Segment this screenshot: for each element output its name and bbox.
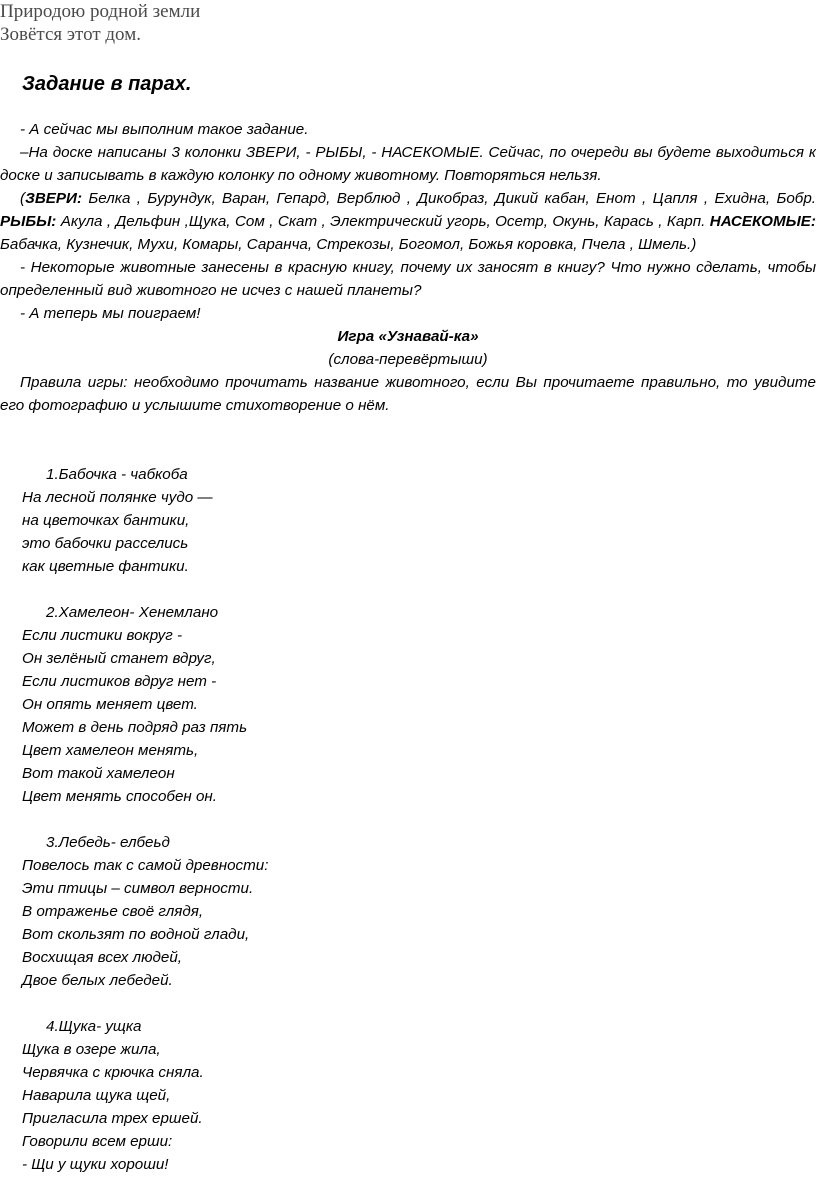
poem-title: 3.Лебедь- елбеьд [46,834,170,851]
top-verse [0,0,200,46]
poem-line: Он зелёный станет вдруг, [22,650,216,667]
game-rules: Правила игры: необходимо прочитать название животного, если Вы прочитаете правильно, то увидите его фотографию и услышите стихотворение о нём. [0,374,816,414]
poem-line: Он опять меняет цвет. [22,696,198,713]
poem-line: В отраженье своё глядя, [22,903,204,920]
zveri-label: ЗВЕРИ: [25,190,83,207]
poem-line: Червячка с крючка сняла. [22,1064,204,1081]
poem [22,463,816,578]
ryby-list: Акула , Дельфин ,Щука, Сом , Скат , Электрический угорь, Осетр, Окунь, Карась , Карп. [56,213,710,230]
poem-line: Щука в озере жила, [22,1041,161,1058]
poem-line: Вот такой хамелеон [22,765,175,782]
poem [22,1015,816,1176]
top-verse-line: Природою родной земли [0,1,201,22]
poem-line: Наварила щука щей, [22,1087,171,1104]
poem [22,831,816,992]
poem-line: Цвет хамелеон менять, [22,742,199,759]
red-book-paragraph: - Некоторые животные занесены в красную книгу, почему их заносят в книгу? Что нужно сделать, чтобы определенный вид животного не исчез с нашей планеты? [0,259,816,299]
poem-line: это бабочки расселись [22,535,189,552]
poem-title: 1.Бабочка - чабкоба [46,466,188,483]
intro-paragraph: - А сейчас мы выполним такое задание. [20,121,309,138]
poem-line: Восхищая всех людей, [22,949,183,966]
poem-title: 4.Щука- ущка [46,1018,142,1035]
task-paragraph: –На доске написаны 3 колонки ЗВЕРИ, - РЫБЫ, - НАСЕКОМЫЕ. Сейчас, по очереди вы будете выходиться к доске и записывать в каждую колонку по одному животному. Повторяться нельзя. [0,144,816,184]
animal-lists-paragraph [0,187,816,256]
ryby-label: РЫБЫ: [0,213,57,230]
poem-line: - Щи у щуки хороши! [22,1156,169,1173]
poem-line: как цветные фантики. [22,558,189,575]
section-heading: Задание в парах. [22,73,192,95]
poem-line: Цвет менять способен он. [22,788,217,805]
game-title-text: Игра «Узнавай-ка» [337,328,479,345]
poem-line: на цветочках бантики, [22,512,190,529]
top-verse-line: Зовётся этот дом. [0,24,141,45]
poem-line: Если листики вокруг - [22,627,183,644]
poem-line: Эти птицы – символ верности. [22,880,254,897]
game-subtitle: (слова-перевёртыши) [328,351,488,368]
nasekomye-label: НАСЕКОМЫЕ: [709,213,816,230]
nasekomye-list: Бабачка, Кузнечик, Мухи, Комары, Саранча, Стрекозы, Богомол, Божья коровка, Пчела , Шмель.) [0,236,697,253]
poem-line: На лесной полянке чудо — [22,489,213,506]
poem [22,601,816,808]
poem-line: Может в день подряд раз пять [22,719,248,736]
document-body [0,68,816,1199]
poem-line: Повелось так с самой древности: [22,857,269,874]
poem-list [22,463,816,1176]
open-paren: ( [20,190,26,207]
poem-title: 2.Хамелеон- Хенемлано [46,604,219,621]
poem-line: Если листиков вдруг нет - [22,673,217,690]
zveri-list: Белка , Бурундук, Варан, Гепард, Верблюд , Дикобраз, Дикий кабан, Енот , Цапля , Ехидна, Бобр. [82,190,816,207]
game-title [0,325,816,348]
poem-line: Пригласила трех ершей. [22,1110,203,1127]
poem-line: Вот скользят по водной глади, [22,926,250,943]
poem-line: Говорили всем ерши: [22,1133,173,1150]
play-paragraph: - А теперь мы поиграем! [20,305,201,322]
poem-line: Двое белых лебедей. [22,972,173,989]
